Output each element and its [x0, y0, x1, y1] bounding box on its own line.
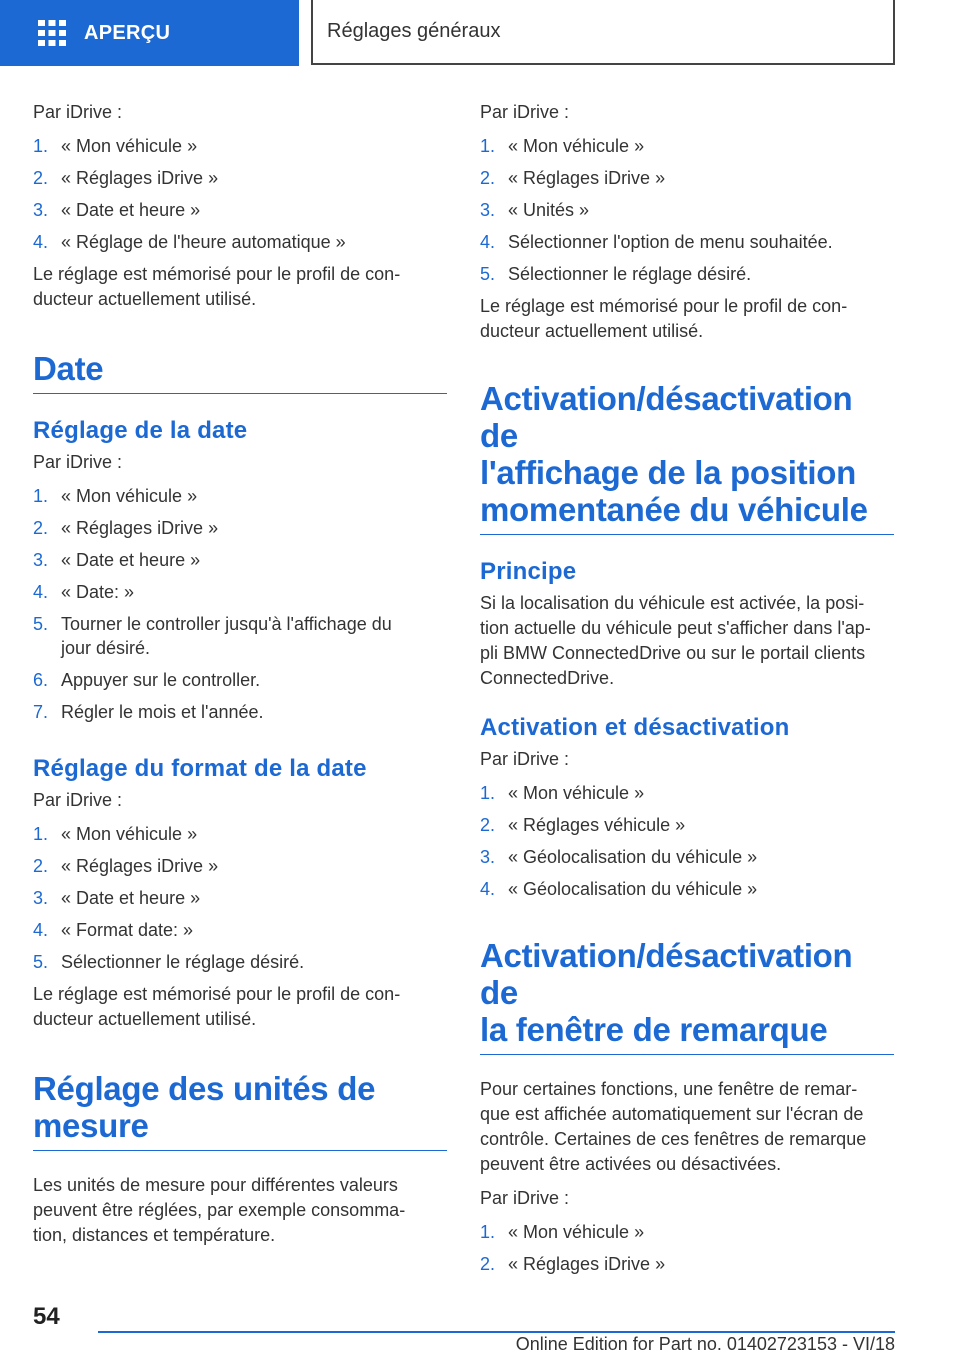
intro-note: Le réglage est mémorisé pour le profil de con- ducteur actuellement utilisé.	[33, 264, 401, 309]
list-item: 1. « Mon véhicule »	[33, 486, 198, 506]
list-item: 4. « Réglage de l'heure automatique »	[33, 232, 346, 252]
units-cont-lead: Par iDrive :	[480, 102, 570, 122]
list-item: 4. Sélectionner l'option de menu souhaitée.	[480, 232, 833, 252]
principle-text: Si la localisation du véhicule est activée, la posi- tion actuelle du véhicule peut s'afficher dans l'ap- pli BMW ConnectedDrive ou sur le portail clients ConnectedDrive.	[480, 593, 871, 688]
right-column	[480, 100, 894, 1284]
date-setting-lead: Par iDrive :	[33, 452, 123, 472]
list-item: 5. Sélectionner le réglage désiré.	[33, 952, 305, 972]
list-item: 3. « Géolocalisation du véhicule »	[480, 847, 758, 867]
notice-heading: Activation/désactivation de la fenêtre de remarque	[480, 937, 894, 1055]
units-heading: Réglage des unités de mesure	[33, 1070, 447, 1151]
list-item: 2. « Réglages iDrive »	[33, 518, 219, 538]
overview-nav-label: APERÇU	[84, 21, 171, 44]
intro-lead: Par iDrive :	[33, 102, 123, 122]
section-title-tab	[311, 0, 895, 65]
date-format-note: Le réglage est mémorisé pour le profil de con- ducteur actuellement utilisé.	[33, 984, 401, 1029]
list-item: 4. « Géolocalisation du véhicule »	[480, 879, 758, 899]
list-item: 7. Régler le mois et l'année.	[33, 702, 264, 722]
units-cont-steps	[480, 134, 894, 286]
list-item: 5. Tourner le controller jusqu'à l'affichage du jour désiré.	[33, 614, 392, 658]
list-item: 3. « Date et heure »	[33, 200, 201, 220]
intro-steps	[33, 134, 447, 254]
list-item: 2. « Réglages iDrive »	[480, 168, 666, 188]
list-item: 1. « Mon véhicule »	[480, 1222, 645, 1242]
list-item: 2. « Réglages iDrive »	[480, 1254, 666, 1274]
toggle-heading: Activation et désactivation	[480, 714, 790, 741]
notice-text: Pour certaines fonctions, une fenêtre de remar- que est affichée automatiquement sur l'écran de contrôle. Certaines de ces fenêtres de remarque peuvent être activées ou désactivées.	[480, 1079, 867, 1174]
footer-divider	[98, 1331, 895, 1333]
list-item: 4. « Format date: »	[33, 920, 194, 940]
section-title: Réglages généraux	[327, 20, 501, 42]
list-item: 2. « Réglages véhicule »	[480, 815, 686, 835]
date-format-steps	[33, 822, 447, 974]
overview-nav-button[interactable]	[0, 0, 299, 66]
toggle-lead: Par iDrive :	[480, 749, 570, 769]
list-item: 3. « Date et heure »	[33, 888, 201, 908]
position-heading: Activation/désactivation de l'affichage de la position momentanée du véhicule	[480, 380, 894, 535]
toggle-steps	[480, 781, 894, 901]
date-format-lead: Par iDrive :	[33, 790, 123, 810]
page-number: 54	[33, 1303, 60, 1330]
date-setting-steps	[33, 484, 447, 724]
list-item: 5. Sélectionner le réglage désiré.	[480, 264, 752, 284]
date-setting-heading: Réglage de la date	[33, 417, 248, 444]
principle-heading: Principe	[480, 558, 577, 585]
list-item: 4. « Date: »	[33, 582, 135, 602]
list-item: 1. « Mon véhicule »	[33, 824, 198, 844]
list-item: 1. « Mon véhicule »	[33, 136, 198, 156]
notice-lead: Par iDrive :	[480, 1188, 570, 1208]
left-column	[33, 100, 447, 1257]
units-cont-note: Le réglage est mémorisé pour le profil de con- ducteur actuellement utilisé.	[480, 296, 848, 341]
list-item: 3. « Date et heure »	[33, 550, 201, 570]
list-item: 2. « Réglages iDrive »	[33, 168, 219, 188]
grid-menu-icon	[38, 20, 66, 46]
list-item: 6. Appuyer sur le controller.	[33, 670, 261, 690]
list-item: 3. « Unités »	[480, 200, 590, 220]
list-item: 2. « Réglages iDrive »	[33, 856, 219, 876]
date-format-heading: Réglage du format de la date	[33, 755, 367, 782]
list-item: 1. « Mon véhicule »	[480, 136, 645, 156]
notice-steps	[480, 1220, 894, 1276]
list-item: 1. « Mon véhicule »	[480, 783, 645, 803]
date-heading: Date	[33, 350, 447, 394]
units-text: Les unités de mesure pour différentes valeurs peuvent être réglées, par exemple consomma- tion, distances et température.	[33, 1175, 406, 1245]
page-header	[0, 0, 960, 66]
edition-text: Online Edition for Part no. 01402723153 - VI/18	[515, 1334, 895, 1354]
